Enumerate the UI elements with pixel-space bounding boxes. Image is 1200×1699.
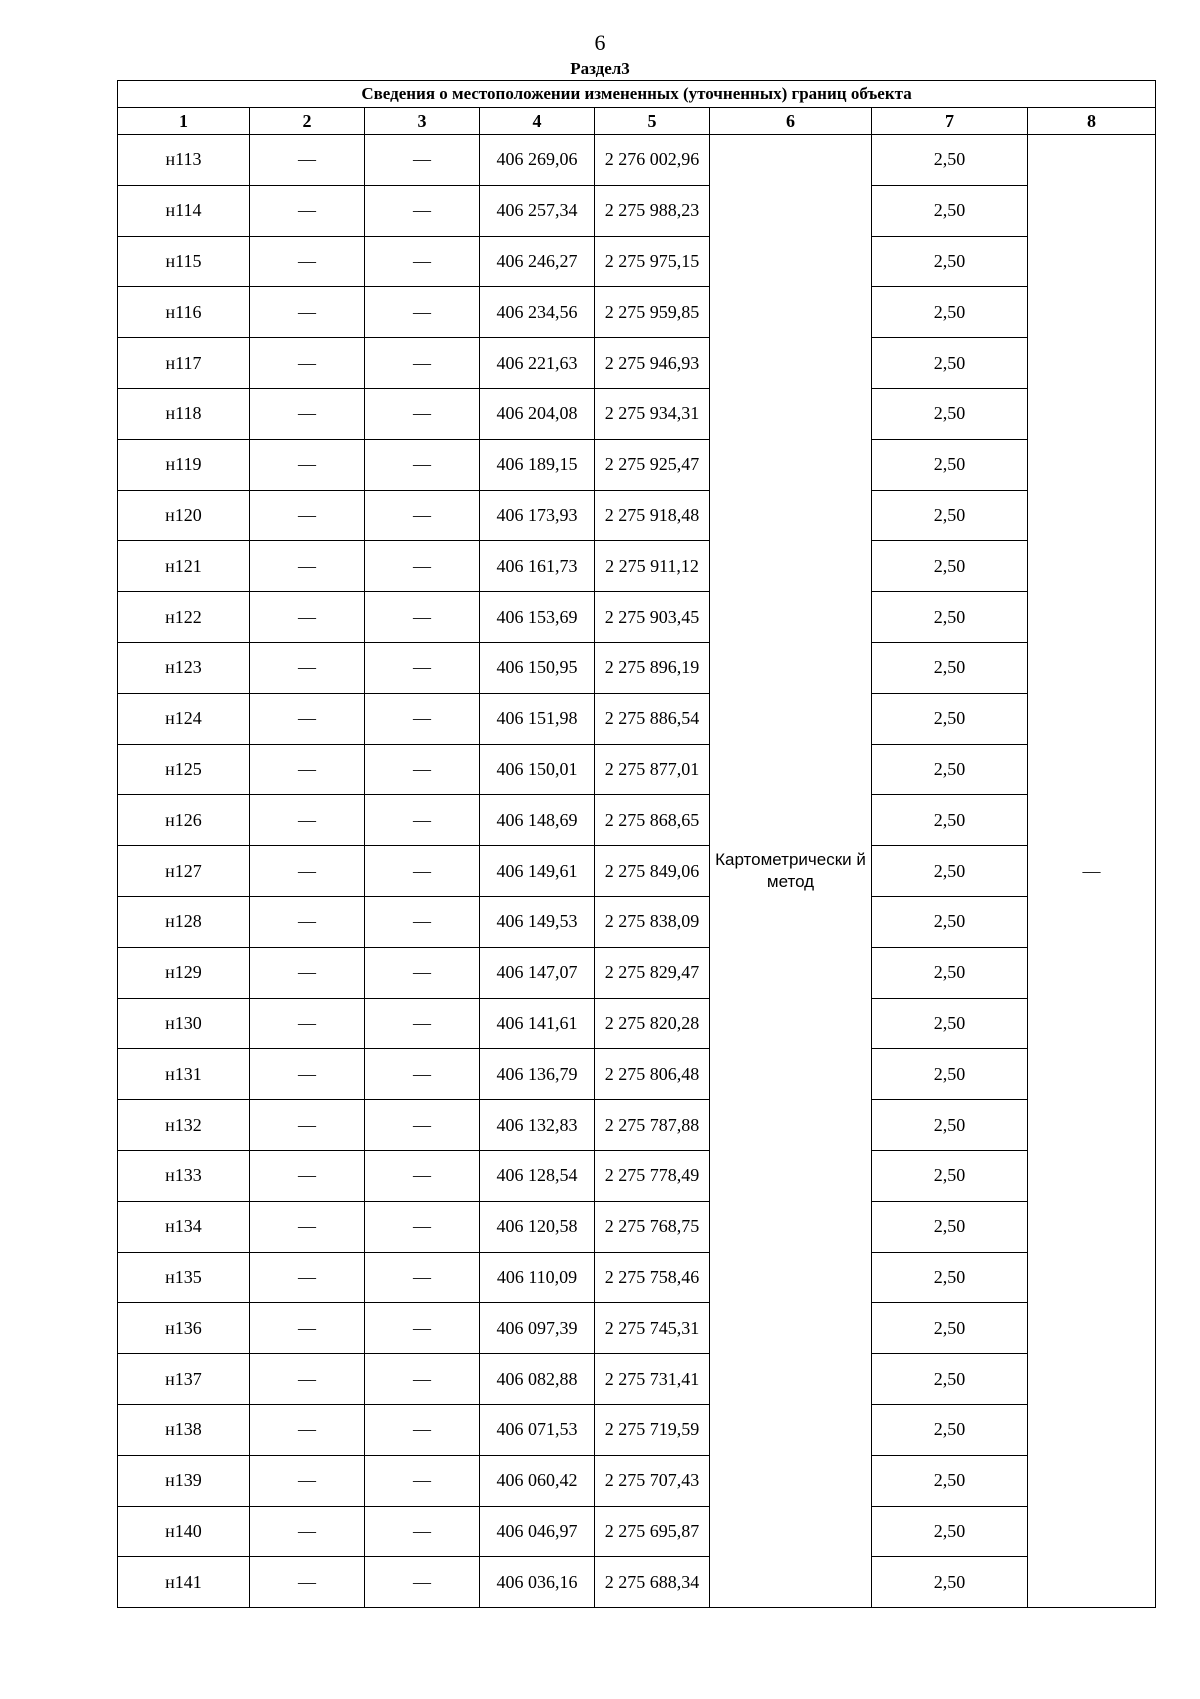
column-3-cell: —: [365, 1049, 480, 1100]
x-coordinate-cell: 406 082,88: [480, 1354, 595, 1405]
point-number-cell: н134: [118, 1201, 250, 1252]
x-coordinate-cell: 406 147,07: [480, 947, 595, 998]
column-2-cell: —: [250, 1150, 365, 1201]
column-3-cell: —: [365, 998, 480, 1049]
table-row: [118, 744, 1156, 795]
table-caption: Сведения о местоположении измененных (уточненных) границ объекта: [118, 81, 1156, 108]
accuracy-cell: 2,50: [872, 1455, 1028, 1506]
column-3-cell: —: [365, 896, 480, 947]
column-3-cell: —: [365, 795, 480, 846]
column-2-cell: —: [250, 846, 365, 897]
point-number-cell: н120: [118, 490, 250, 541]
point-number-cell: н125: [118, 744, 250, 795]
column-header: 1: [118, 108, 250, 135]
accuracy-cell: 2,50: [872, 846, 1028, 897]
accuracy-cell: 2,50: [872, 185, 1028, 236]
column-3-cell: —: [365, 135, 480, 186]
x-coordinate-cell: 406 060,42: [480, 1455, 595, 1506]
column-2-cell: —: [250, 693, 365, 744]
y-coordinate-cell: 2 275 868,65: [595, 795, 710, 846]
y-coordinate-cell: 2 275 806,48: [595, 1049, 710, 1100]
point-number-cell: н116: [118, 287, 250, 338]
x-coordinate-cell: 406 110,09: [480, 1252, 595, 1303]
y-coordinate-cell: 2 275 787,88: [595, 1100, 710, 1151]
column-header: 3: [365, 108, 480, 135]
column-3-cell: —: [365, 1506, 480, 1557]
accuracy-cell: 2,50: [872, 541, 1028, 592]
accuracy-cell: 2,50: [872, 1557, 1028, 1608]
x-coordinate-cell: 406 269,06: [480, 135, 595, 186]
x-coordinate-cell: 406 150,01: [480, 744, 595, 795]
point-number-cell: н121: [118, 541, 250, 592]
x-coordinate-cell: 406 173,93: [480, 490, 595, 541]
accuracy-cell: 2,50: [872, 592, 1028, 643]
accuracy-cell: 2,50: [872, 135, 1028, 186]
y-coordinate-cell: 2 275 745,31: [595, 1303, 710, 1354]
accuracy-cell: 2,50: [872, 896, 1028, 947]
point-number-cell: н122: [118, 592, 250, 643]
column-2-cell: —: [250, 947, 365, 998]
boundary-coordinates-table: [117, 80, 1156, 1608]
column-header: 2: [250, 108, 365, 135]
y-coordinate-cell: 2 275 975,15: [595, 236, 710, 287]
x-coordinate-cell: 406 149,53: [480, 896, 595, 947]
x-coordinate-cell: 406 149,61: [480, 846, 595, 897]
column-3-cell: —: [365, 439, 480, 490]
accuracy-cell: 2,50: [872, 1506, 1028, 1557]
column-2-cell: —: [250, 896, 365, 947]
column-2-cell: —: [250, 338, 365, 389]
column-2-cell: —: [250, 287, 365, 338]
table-row: [118, 1354, 1156, 1405]
x-coordinate-cell: 406 120,58: [480, 1201, 595, 1252]
column-2-cell: —: [250, 1404, 365, 1455]
y-coordinate-cell: 2 275 849,06: [595, 846, 710, 897]
y-coordinate-cell: 2 275 838,09: [595, 896, 710, 947]
point-number-cell: н139: [118, 1455, 250, 1506]
y-coordinate-cell: 2 275 886,54: [595, 693, 710, 744]
y-coordinate-cell: 2 275 877,01: [595, 744, 710, 795]
table-row: [118, 1201, 1156, 1252]
table-row: [118, 947, 1156, 998]
column-2-cell: —: [250, 388, 365, 439]
x-coordinate-cell: 406 046,97: [480, 1506, 595, 1557]
x-coordinate-cell: 406 128,54: [480, 1150, 595, 1201]
table-row: [118, 592, 1156, 643]
point-number-cell: н118: [118, 388, 250, 439]
y-coordinate-cell: 2 275 925,47: [595, 439, 710, 490]
column-3-cell: —: [365, 1557, 480, 1608]
column-2-cell: —: [250, 1049, 365, 1100]
column-3-cell: —: [365, 388, 480, 439]
column-header-row: [118, 108, 1156, 135]
y-coordinate-cell: 2 275 959,85: [595, 287, 710, 338]
x-coordinate-cell: 406 141,61: [480, 998, 595, 1049]
table-row: [118, 236, 1156, 287]
y-coordinate-cell: 2 275 911,12: [595, 541, 710, 592]
column-3-cell: —: [365, 1201, 480, 1252]
accuracy-cell: 2,50: [872, 642, 1028, 693]
column-2-cell: —: [250, 439, 365, 490]
accuracy-cell: 2,50: [872, 388, 1028, 439]
table-row: [118, 439, 1156, 490]
y-coordinate-cell: 2 275 918,48: [595, 490, 710, 541]
page-number: 6: [594, 30, 606, 55]
y-coordinate-cell: 2 275 768,75: [595, 1201, 710, 1252]
x-coordinate-cell: 406 153,69: [480, 592, 595, 643]
table-row: [118, 846, 1156, 897]
column-header: 7: [872, 108, 1028, 135]
x-coordinate-cell: 406 071,53: [480, 1404, 595, 1455]
method-cell: Картометрически й метод: [710, 135, 872, 1608]
y-coordinate-cell: 2 276 002,96: [595, 135, 710, 186]
column-2-cell: —: [250, 1455, 365, 1506]
point-number-cell: н131: [118, 1049, 250, 1100]
point-number-cell: н127: [118, 846, 250, 897]
accuracy-cell: 2,50: [872, 236, 1028, 287]
y-coordinate-cell: 2 275 707,43: [595, 1455, 710, 1506]
table-row: [118, 896, 1156, 947]
x-coordinate-cell: 406 150,95: [480, 642, 595, 693]
column-header: 6: [710, 108, 872, 135]
column-header: 8: [1028, 108, 1156, 135]
accuracy-cell: 2,50: [872, 287, 1028, 338]
column-3-cell: —: [365, 338, 480, 389]
point-number-cell: н130: [118, 998, 250, 1049]
y-coordinate-cell: 2 275 988,23: [595, 185, 710, 236]
column-2-cell: —: [250, 1201, 365, 1252]
point-number-cell: н119: [118, 439, 250, 490]
column-3-cell: —: [365, 236, 480, 287]
accuracy-cell: 2,50: [872, 1150, 1028, 1201]
accuracy-cell: 2,50: [872, 1049, 1028, 1100]
column-2-cell: —: [250, 998, 365, 1049]
accuracy-cell: 2,50: [872, 744, 1028, 795]
accuracy-cell: 2,50: [872, 1100, 1028, 1151]
point-number-cell: н114: [118, 185, 250, 236]
y-coordinate-cell: 2 275 829,47: [595, 947, 710, 998]
column-2-cell: —: [250, 1557, 365, 1608]
column-3-cell: —: [365, 1354, 480, 1405]
y-coordinate-cell: 2 275 695,87: [595, 1506, 710, 1557]
table-row: [118, 1049, 1156, 1100]
y-coordinate-cell: 2 275 903,45: [595, 592, 710, 643]
x-coordinate-cell: 406 246,27: [480, 236, 595, 287]
column-header: 5: [595, 108, 710, 135]
x-coordinate-cell: 406 257,34: [480, 185, 595, 236]
point-number-cell: н136: [118, 1303, 250, 1354]
x-coordinate-cell: 406 036,16: [480, 1557, 595, 1608]
table-row: [118, 998, 1156, 1049]
table-row: [118, 642, 1156, 693]
accuracy-cell: 2,50: [872, 1201, 1028, 1252]
table-row: [118, 490, 1156, 541]
column-2-cell: —: [250, 744, 365, 795]
y-coordinate-cell: 2 275 820,28: [595, 998, 710, 1049]
column-3-cell: —: [365, 947, 480, 998]
y-coordinate-cell: 2 275 719,59: [595, 1404, 710, 1455]
x-coordinate-cell: 406 136,79: [480, 1049, 595, 1100]
column-3-cell: —: [365, 1404, 480, 1455]
accuracy-cell: 2,50: [872, 338, 1028, 389]
table-row: [118, 1557, 1156, 1608]
point-number-cell: н126: [118, 795, 250, 846]
column-2-cell: —: [250, 642, 365, 693]
table-row: [118, 1150, 1156, 1201]
x-coordinate-cell: 406 132,83: [480, 1100, 595, 1151]
column-3-cell: —: [365, 744, 480, 795]
y-coordinate-cell: 2 275 934,31: [595, 388, 710, 439]
point-number-cell: н140: [118, 1506, 250, 1557]
x-coordinate-cell: 406 151,98: [480, 693, 595, 744]
section-title: Раздел3: [570, 59, 630, 78]
column-2-cell: —: [250, 541, 365, 592]
column-3-cell: —: [365, 1455, 480, 1506]
column-3-cell: —: [365, 592, 480, 643]
table-row: [118, 795, 1156, 846]
column-3-cell: —: [365, 1150, 480, 1201]
table-row: [118, 1303, 1156, 1354]
accuracy-cell: 2,50: [872, 490, 1028, 541]
column-3-cell: —: [365, 541, 480, 592]
table-row: [118, 1455, 1156, 1506]
y-coordinate-cell: 2 275 758,46: [595, 1252, 710, 1303]
column-2-cell: —: [250, 1100, 365, 1151]
point-number-cell: н135: [118, 1252, 250, 1303]
column-2-cell: —: [250, 185, 365, 236]
point-number-cell: н129: [118, 947, 250, 998]
point-number-cell: н137: [118, 1354, 250, 1405]
y-coordinate-cell: 2 275 688,34: [595, 1557, 710, 1608]
accuracy-cell: 2,50: [872, 1404, 1028, 1455]
point-number-cell: н128: [118, 896, 250, 947]
y-coordinate-cell: 2 275 731,41: [595, 1354, 710, 1405]
column-2-cell: —: [250, 1354, 365, 1405]
column-2-cell: —: [250, 1252, 365, 1303]
point-number-cell: н132: [118, 1100, 250, 1151]
column-2-cell: —: [250, 592, 365, 643]
table-row: [118, 693, 1156, 744]
column-2-cell: —: [250, 135, 365, 186]
point-number-cell: н117: [118, 338, 250, 389]
point-number-cell: н141: [118, 1557, 250, 1608]
column-2-cell: —: [250, 1303, 365, 1354]
table-row: [118, 388, 1156, 439]
accuracy-cell: 2,50: [872, 795, 1028, 846]
y-coordinate-cell: 2 275 946,93: [595, 338, 710, 389]
table-row: [118, 1252, 1156, 1303]
table-row: [118, 541, 1156, 592]
table-row: [118, 287, 1156, 338]
column-3-cell: —: [365, 642, 480, 693]
column-3-cell: —: [365, 490, 480, 541]
x-coordinate-cell: 406 204,08: [480, 388, 595, 439]
column-3-cell: —: [365, 1303, 480, 1354]
table-row: [118, 1506, 1156, 1557]
column-3-cell: —: [365, 1252, 480, 1303]
table-body: [118, 135, 1156, 1608]
accuracy-cell: 2,50: [872, 1354, 1028, 1405]
accuracy-cell: 2,50: [872, 1303, 1028, 1354]
point-number-cell: н138: [118, 1404, 250, 1455]
column-2-cell: —: [250, 795, 365, 846]
accuracy-cell: 2,50: [872, 693, 1028, 744]
table-row: [118, 1100, 1156, 1151]
point-number-cell: н113: [118, 135, 250, 186]
column-2-cell: —: [250, 236, 365, 287]
x-coordinate-cell: 406 097,39: [480, 1303, 595, 1354]
column-3-cell: —: [365, 287, 480, 338]
point-number-cell: н115: [118, 236, 250, 287]
y-coordinate-cell: 2 275 896,19: [595, 642, 710, 693]
table-row: [118, 185, 1156, 236]
point-number-cell: н124: [118, 693, 250, 744]
column-3-cell: —: [365, 846, 480, 897]
x-coordinate-cell: 406 189,15: [480, 439, 595, 490]
x-coordinate-cell: 406 148,69: [480, 795, 595, 846]
table-row: [118, 338, 1156, 389]
x-coordinate-cell: 406 234,56: [480, 287, 595, 338]
column-2-cell: —: [250, 490, 365, 541]
x-coordinate-cell: 406 161,73: [480, 541, 595, 592]
point-number-cell: н133: [118, 1150, 250, 1201]
table-row: [118, 1404, 1156, 1455]
column-header: 4: [480, 108, 595, 135]
column-3-cell: —: [365, 693, 480, 744]
accuracy-cell: 2,50: [872, 947, 1028, 998]
point-number-cell: н123: [118, 642, 250, 693]
y-coordinate-cell: 2 275 778,49: [595, 1150, 710, 1201]
accuracy-cell: 2,50: [872, 439, 1028, 490]
column-2-cell: —: [250, 1506, 365, 1557]
accuracy-cell: 2,50: [872, 998, 1028, 1049]
x-coordinate-cell: 406 221,63: [480, 338, 595, 389]
column-8-cell: —: [1028, 135, 1156, 1608]
column-3-cell: —: [365, 1100, 480, 1151]
table-row: [118, 135, 1156, 186]
column-3-cell: —: [365, 185, 480, 236]
accuracy-cell: 2,50: [872, 1252, 1028, 1303]
